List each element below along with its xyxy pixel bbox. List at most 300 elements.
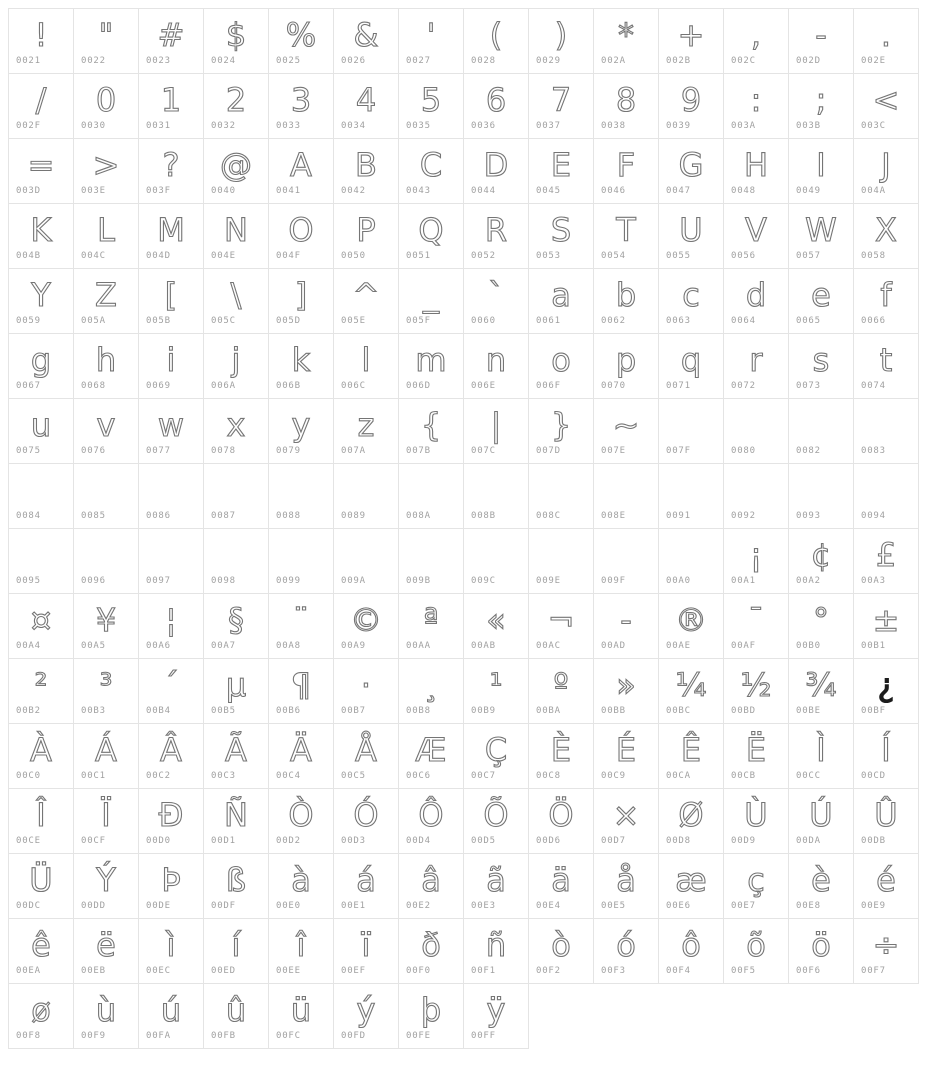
- glyph: Ñ: [224, 795, 248, 834]
- glyph: ò: [551, 925, 571, 964]
- glyph-cell: [788, 268, 854, 334]
- codepoint-label: 0040: [211, 186, 236, 196]
- glyph: É: [615, 730, 637, 769]
- glyph: [139, 529, 203, 576]
- codepoint-label: 009C: [471, 576, 496, 586]
- glyph: z: [357, 405, 375, 444]
- glyph: >: [92, 145, 120, 184]
- codepoint-label: 0071: [666, 381, 691, 391]
- glyph: B: [355, 145, 377, 184]
- codepoint-label: 004A: [861, 186, 886, 196]
- glyph-cell: [268, 528, 334, 594]
- glyph-cell: [723, 73, 789, 139]
- codepoint-label: 0086: [146, 511, 171, 521]
- glyph-cell: [853, 398, 919, 464]
- glyph-cell: [333, 593, 399, 659]
- glyph: #: [157, 15, 185, 54]
- codepoint-label: 00DB: [861, 836, 886, 846]
- glyph: U: [679, 210, 703, 249]
- codepoint-label: 0047: [666, 186, 691, 196]
- glyph: µ: [225, 665, 247, 704]
- glyph: [659, 464, 723, 511]
- codepoint-label: 00E6: [666, 901, 691, 911]
- glyph: Í: [881, 730, 891, 769]
- glyph-cell: [723, 8, 789, 74]
- codepoint-label: 0072: [731, 381, 756, 391]
- codepoint-label: 00BD: [731, 706, 756, 716]
- codepoint-label: 008B: [471, 511, 496, 521]
- codepoint-label: 003C: [861, 121, 886, 131]
- codepoint-label: 00B7: [341, 706, 366, 716]
- codepoint-label: 0068: [81, 381, 106, 391]
- glyph: 5: [420, 80, 442, 119]
- glyph-cell: [723, 853, 789, 919]
- glyph-cell: [73, 658, 139, 724]
- glyph: ï: [361, 925, 371, 964]
- glyph-cell: [853, 333, 919, 399]
- codepoint-label: 0028: [471, 56, 496, 66]
- glyph: 7: [550, 80, 572, 119]
- codepoint-label: 0097: [146, 576, 171, 586]
- glyph-cell: [73, 333, 139, 399]
- glyph-cell: [463, 593, 529, 659]
- codepoint-label: 003D: [16, 186, 41, 196]
- glyph: §: [228, 600, 244, 639]
- glyph-cell: [723, 658, 789, 724]
- codepoint-label: 00E3: [471, 901, 496, 911]
- codepoint-label: 00B1: [861, 641, 886, 651]
- glyph-cell: [463, 8, 529, 74]
- glyph: û: [225, 990, 247, 1029]
- glyph: F: [616, 145, 636, 184]
- glyph-cell: [138, 658, 204, 724]
- glyph: [594, 529, 658, 576]
- glyph-cell: [528, 463, 594, 529]
- glyph-cell: [723, 593, 789, 659]
- codepoint-label: 0067: [16, 381, 41, 391]
- glyph: [529, 529, 593, 576]
- codepoint-label: 00D5: [471, 836, 496, 846]
- codepoint-label: 0066: [861, 316, 886, 326]
- codepoint-label: 00FC: [276, 1031, 301, 1041]
- codepoint-label: 00A2: [796, 576, 821, 586]
- glyph-cell: [528, 138, 594, 204]
- glyph-cell: [268, 463, 334, 529]
- glyph-cell: [398, 658, 464, 724]
- glyph-cell: [723, 333, 789, 399]
- codepoint-label: 0061: [536, 316, 561, 326]
- codepoint-label: 0026: [341, 56, 366, 66]
- codepoint-label: 005F: [406, 316, 431, 326]
- glyph-cell: [593, 788, 659, 854]
- codepoint-label: 00B8: [406, 706, 431, 716]
- glyph-cell: [593, 463, 659, 529]
- glyph-cell: [138, 723, 204, 789]
- glyph-cell: [723, 203, 789, 269]
- codepoint-label: 00C6: [406, 771, 431, 781]
- glyph: ó: [616, 925, 636, 964]
- glyph: }: [550, 405, 572, 444]
- glyph: ©: [350, 600, 382, 639]
- glyph-cell: [398, 333, 464, 399]
- codepoint-label: 00A4: [16, 641, 41, 651]
- codepoint-label: 00C9: [601, 771, 626, 781]
- codepoint-label: 0070: [601, 381, 626, 391]
- glyph-cell: [723, 268, 789, 334]
- glyph-cell: [658, 723, 724, 789]
- glyph-cell: [203, 268, 269, 334]
- glyph-cell: [203, 723, 269, 789]
- codepoint-label: 0064: [731, 316, 756, 326]
- glyph: 9: [680, 80, 702, 119]
- glyph: f: [880, 275, 892, 314]
- codepoint-label: 00B5: [211, 706, 236, 716]
- glyph: õ: [746, 925, 766, 964]
- glyph-cell: [528, 8, 594, 74]
- codepoint-label: 0056: [731, 251, 756, 261]
- glyph: [: [164, 275, 178, 314]
- glyph-cell: [333, 463, 399, 529]
- codepoint-label: 00BE: [796, 706, 821, 716]
- glyph: V: [745, 210, 767, 249]
- glyph-cell: [268, 853, 334, 919]
- glyph-cell: [398, 268, 464, 334]
- glyph: ö: [811, 925, 831, 964]
- codepoint-label: 0024: [211, 56, 236, 66]
- codepoint-label: 00BC: [666, 706, 691, 716]
- glyph-cell: [73, 918, 139, 984]
- glyph: °: [813, 600, 829, 639]
- glyph-cell: [658, 788, 724, 854]
- glyph: b: [615, 275, 637, 314]
- glyph-cell: [398, 723, 464, 789]
- glyph: î: [296, 925, 306, 964]
- glyph: ã: [486, 860, 506, 899]
- codepoint-label: 003E: [81, 186, 106, 196]
- glyph: [659, 399, 723, 446]
- glyph-cell: [658, 268, 724, 334]
- codepoint-label: 0042: [341, 186, 366, 196]
- glyph-cell: [268, 138, 334, 204]
- glyph: M: [157, 210, 185, 249]
- glyph: Ý: [96, 860, 116, 899]
- glyph: £: [875, 535, 897, 574]
- glyph-cell: [528, 853, 594, 919]
- glyph-cell: [463, 73, 529, 139]
- glyph: [139, 464, 203, 511]
- glyph-cell: [658, 528, 724, 594]
- glyph-cell: [138, 73, 204, 139]
- codepoint-label: 003F: [146, 186, 171, 196]
- codepoint-label: 00D0: [146, 836, 171, 846]
- glyph: A: [290, 145, 312, 184]
- codepoint-label: 00F9: [81, 1031, 106, 1041]
- glyph: [334, 529, 398, 576]
- codepoint-label: 00A3: [861, 576, 886, 586]
- glyph-grid: [8, 8, 920, 1048]
- glyph: ¸: [423, 665, 439, 704]
- glyph-cell: [853, 138, 919, 204]
- glyph: þ: [420, 990, 442, 1029]
- glyph-cell: [853, 268, 919, 334]
- glyph-cell: [8, 983, 74, 1049]
- glyph-cell: [333, 983, 399, 1049]
- glyph: K: [30, 210, 52, 249]
- codepoint-label: 00DF: [211, 901, 236, 911]
- codepoint-label: 006A: [211, 381, 236, 391]
- codepoint-label: 0044: [471, 186, 496, 196]
- glyph-cell: [788, 723, 854, 789]
- glyph-cell: [593, 723, 659, 789]
- glyph: ¬: [547, 600, 575, 639]
- codepoint-label: 00CB: [731, 771, 756, 781]
- glyph: ?: [162, 145, 180, 184]
- codepoint-label: 00F0: [406, 966, 431, 976]
- glyph-cell: [463, 398, 529, 464]
- glyph: Ú: [809, 795, 833, 834]
- glyph-cell: [333, 73, 399, 139]
- codepoint-label: 00F6: [796, 966, 821, 976]
- glyph: j: [231, 340, 241, 379]
- glyph: (: [489, 15, 503, 54]
- codepoint-label: 00B6: [276, 706, 301, 716]
- codepoint-label: 00FF: [471, 1031, 496, 1041]
- glyph-cell: [658, 463, 724, 529]
- glyph: G: [678, 145, 704, 184]
- codepoint-label: 00E2: [406, 901, 431, 911]
- glyph: ¶: [290, 665, 312, 704]
- glyph-cell: [138, 203, 204, 269]
- glyph-cell: [788, 528, 854, 594]
- glyph-cell: [138, 463, 204, 529]
- glyph: ®: [675, 600, 707, 639]
- codepoint-label: 0032: [211, 121, 236, 131]
- glyph-cell: [333, 203, 399, 269]
- glyph-cell: [138, 398, 204, 464]
- glyph-cell: [203, 983, 269, 1049]
- glyph: ½: [740, 665, 772, 704]
- glyph: í: [231, 925, 241, 964]
- glyph: ´: [163, 665, 179, 704]
- codepoint-label: 00C1: [81, 771, 106, 781]
- glyph-cell: [73, 398, 139, 464]
- glyph-cell: [138, 333, 204, 399]
- glyph: Ô: [418, 795, 444, 834]
- glyph-cell: [8, 593, 74, 659]
- glyph: m: [415, 340, 447, 379]
- glyph-cell: [398, 138, 464, 204]
- codepoint-label: 00C5: [341, 771, 366, 781]
- codepoint-label: 00C4: [276, 771, 301, 781]
- glyph-cell: [333, 528, 399, 594]
- glyph-cell: [8, 203, 74, 269]
- glyph: Å: [355, 730, 377, 769]
- glyph-cell: [398, 853, 464, 919]
- glyph-cell: [463, 333, 529, 399]
- codepoint-label: 00D8: [666, 836, 691, 846]
- codepoint-label: 00B9: [471, 706, 496, 716]
- codepoint-label: 003A: [731, 121, 756, 131]
- codepoint-label: 00A7: [211, 641, 236, 651]
- glyph-cell: [528, 268, 594, 334]
- glyph-cell: [788, 333, 854, 399]
- glyph-cell: [333, 8, 399, 74]
- glyph: [399, 529, 463, 576]
- glyph: Ò: [288, 795, 314, 834]
- glyph-cell: [203, 463, 269, 529]
- glyph-cell: [853, 203, 919, 269]
- codepoint-label: 0058: [861, 251, 886, 261]
- glyph: ;: [815, 80, 827, 119]
- codepoint-label: 004F: [276, 251, 301, 261]
- codepoint-label: 00FD: [341, 1031, 366, 1041]
- codepoint-label: 0091: [666, 511, 691, 521]
- glyph-cell: [203, 203, 269, 269]
- codepoint-label: 0080: [731, 446, 756, 456]
- glyph: [204, 529, 268, 576]
- glyph: -: [620, 600, 632, 639]
- codepoint-label: 0041: [276, 186, 301, 196]
- glyph: h: [95, 340, 117, 379]
- glyph-cell: [788, 73, 854, 139]
- glyph-cell: [268, 8, 334, 74]
- codepoint-label: 002A: [601, 56, 626, 66]
- glyph-cell: [333, 658, 399, 724]
- codepoint-label: 00E4: [536, 901, 561, 911]
- glyph-cell: [8, 853, 74, 919]
- codepoint-label: 007B: [406, 446, 431, 456]
- glyph-cell: [268, 593, 334, 659]
- glyph-cell: [593, 138, 659, 204]
- glyph: s: [812, 340, 830, 379]
- glyph: ¿: [877, 665, 895, 704]
- codepoint-label: 0038: [601, 121, 626, 131]
- glyph: Ð: [158, 795, 184, 834]
- codepoint-label: 006F: [536, 381, 561, 391]
- glyph-cell: [398, 593, 464, 659]
- codepoint-label: 0030: [81, 121, 106, 131]
- glyph: $: [225, 15, 247, 54]
- glyph-cell: [593, 853, 659, 919]
- glyph: .: [880, 15, 892, 54]
- glyph-cell: [463, 788, 529, 854]
- glyph: H: [743, 145, 769, 184]
- codepoint-label: 00A9: [341, 641, 366, 651]
- codepoint-label: 0074: [861, 381, 886, 391]
- glyph: +: [677, 15, 705, 54]
- codepoint-label: 005B: [146, 316, 171, 326]
- codepoint-label: 00E0: [276, 901, 301, 911]
- codepoint-label: 00CE: [16, 836, 41, 846]
- codepoint-label: 003B: [796, 121, 821, 131]
- glyph: Ö: [548, 795, 574, 834]
- glyph: [529, 464, 593, 511]
- glyph-cell: [658, 918, 724, 984]
- glyph: À: [30, 730, 52, 769]
- glyph: Á: [95, 730, 117, 769]
- codepoint-label: 0035: [406, 121, 431, 131]
- codepoint-label: 00BF: [861, 706, 886, 716]
- codepoint-label: 00D1: [211, 836, 236, 846]
- codepoint-label: 0033: [276, 121, 301, 131]
- glyph: W: [805, 210, 837, 249]
- codepoint-label: 00ED: [211, 966, 236, 976]
- glyph: @: [220, 145, 252, 184]
- glyph-cell: [788, 593, 854, 659]
- glyph-cell: [73, 203, 139, 269]
- codepoint-label: 0079: [276, 446, 301, 456]
- glyph: Ì: [816, 730, 826, 769]
- glyph: [74, 529, 138, 576]
- glyph: ý: [356, 990, 376, 1029]
- codepoint-label: 006C: [341, 381, 366, 391]
- glyph-cell: [723, 398, 789, 464]
- glyph: Õ: [483, 795, 509, 834]
- codepoint-label: 005A: [81, 316, 106, 326]
- codepoint-label: 005D: [276, 316, 301, 326]
- glyph: [74, 464, 138, 511]
- codepoint-label: 0059: [16, 316, 41, 326]
- glyph-cell: [268, 203, 334, 269]
- glyph-cell: [73, 723, 139, 789]
- glyph: Ø: [678, 795, 704, 834]
- glyph: ñ: [485, 925, 507, 964]
- glyph-cell: [73, 788, 139, 854]
- glyph: «: [486, 600, 506, 639]
- glyph: [269, 464, 333, 511]
- codepoint-label: 0088: [276, 511, 301, 521]
- glyph: ¥: [95, 600, 117, 639]
- glyph: k: [291, 340, 311, 379]
- glyph: [659, 529, 723, 576]
- glyph: ì: [166, 925, 176, 964]
- glyph: [399, 464, 463, 511]
- glyph-cell: [268, 398, 334, 464]
- codepoint-label: 0094: [861, 511, 886, 521]
- glyph-cell: [788, 463, 854, 529]
- glyph: Æ: [415, 730, 447, 769]
- codepoint-label: 00D2: [276, 836, 301, 846]
- glyph: [204, 464, 268, 511]
- codepoint-label: 00CD: [861, 771, 886, 781]
- glyph: c: [682, 275, 700, 314]
- codepoint-label: 0063: [666, 316, 691, 326]
- codepoint-label: 0054: [601, 251, 626, 261]
- glyph: Þ: [161, 860, 181, 899]
- codepoint-label: 00BA: [536, 706, 561, 716]
- codepoint-label: 0089: [341, 511, 366, 521]
- codepoint-label: 002D: [796, 56, 821, 66]
- codepoint-label: 00EE: [276, 966, 301, 976]
- glyph: ¦: [165, 600, 177, 639]
- glyph: Y: [31, 275, 51, 314]
- glyph-cell: [853, 658, 919, 724]
- glyph-cell: [8, 398, 74, 464]
- glyph-cell: [73, 528, 139, 594]
- codepoint-label: 00BB: [601, 706, 626, 716]
- glyph: ²: [34, 665, 48, 704]
- glyph-cell: [723, 918, 789, 984]
- codepoint-label: 0099: [276, 576, 301, 586]
- glyph-cell: [203, 658, 269, 724]
- glyph-cell: [528, 593, 594, 659]
- codepoint-label: 00D3: [341, 836, 366, 846]
- codepoint-label: 00D7: [601, 836, 626, 846]
- glyph-cell: [203, 398, 269, 464]
- glyph: Â: [160, 730, 182, 769]
- glyph-cell: [73, 463, 139, 529]
- codepoint-label: 0034: [341, 121, 366, 131]
